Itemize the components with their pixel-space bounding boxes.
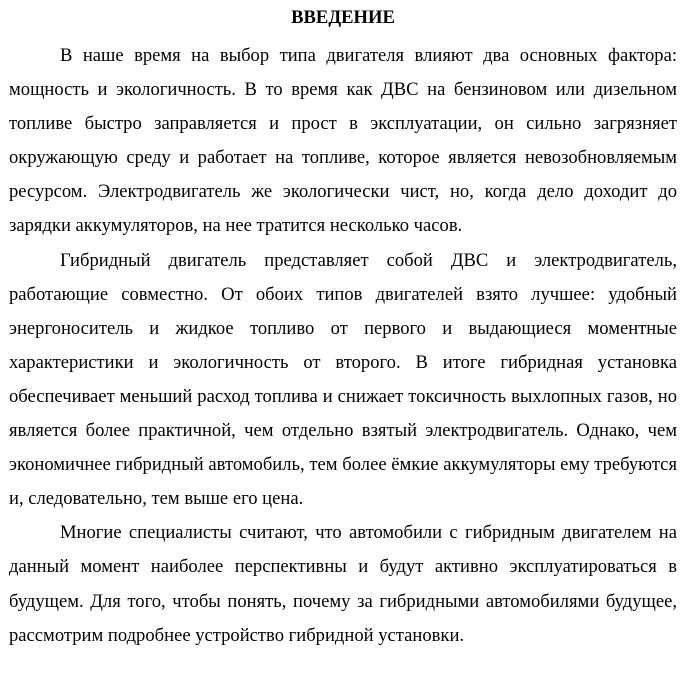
paragraph-2: Гибридный двигатель представляет собой ДВС и электродвигатель, работающие совместно. От обоих типов двигателей взято лучшее: удобный энергоноситель и жидкое топливо от первого и выдающиеся моментные характеристики и экологичность от второго. В итоге гибридная установка обеспечивает меньший расход топлива и снижает токсичность выхлопных газов, но является более практичной, чем отдельно взятый электродвигатель. Однако, чем экономичнее гибридный автомобиль, тем более ёмкие аккумуляторы ему требуются и, следовательно, тем выше его цена. bbox=[9, 249, 677, 510]
paragraph-1: В наше время на выбор типа двигателя влияют два основных фактора: мощность и экологичность. В то время как ДВС на бензиновом или дизельном топливе быстро заправляется и прост в эксплуатации, он сильно загрязняет окружающую среду и работает на топливе, которое является невозобновляемым ресурсом. Электродвигатель же экологически чист, но, когда дело доходит до зарядки аккумуляторов, на нее тратится несколько часов. bbox=[9, 45, 677, 237]
paragraph-3: Многие специалисты считают, что автомобили с гибридным двигателем на данный момент наиболее перспективны и будут активно эксплуатироваться в будущем. Для того, чтобы понять, почему за гибридными автомобилями будущее, рассмотрим подробнее устройство гибридной установки. bbox=[9, 522, 677, 646]
page-title: ВВЕДЕНИЕ bbox=[291, 7, 395, 28]
